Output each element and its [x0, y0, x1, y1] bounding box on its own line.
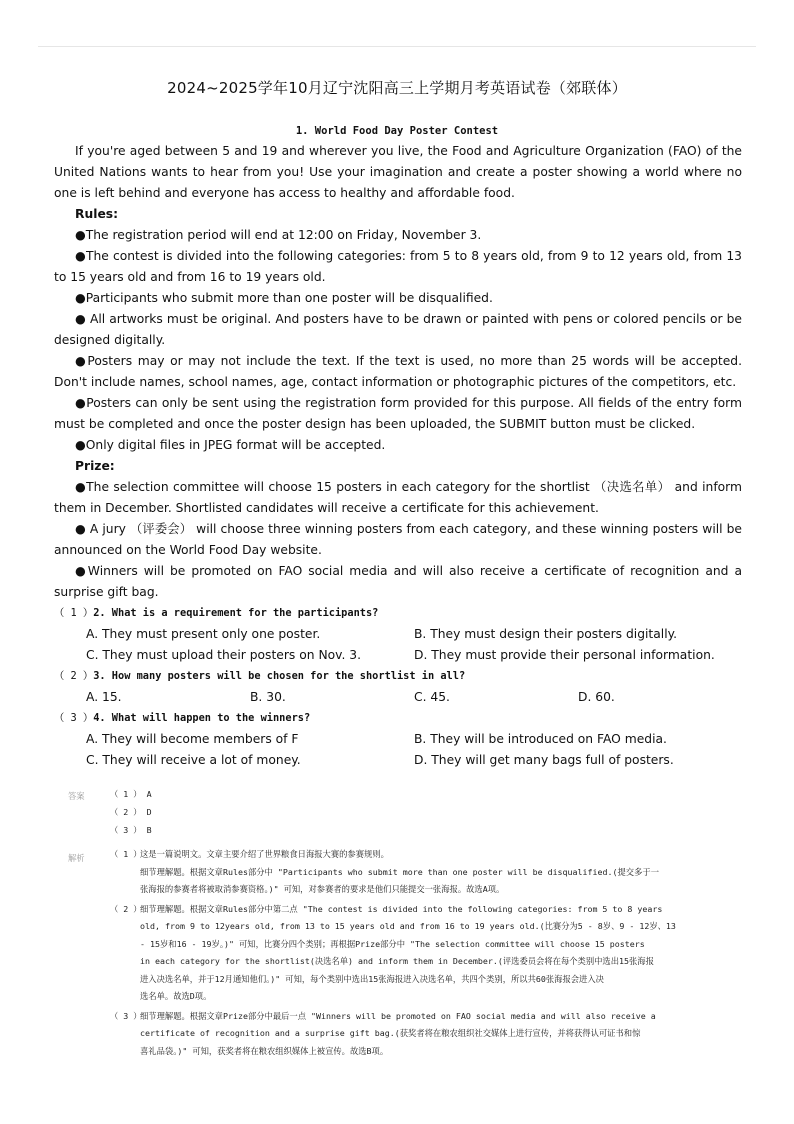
answer-line: （ 2 ） D	[110, 807, 152, 817]
analysis-item-3	[110, 1008, 736, 1061]
question-3	[54, 708, 754, 771]
analysis-label: 解析	[68, 853, 85, 863]
rule-item: ●Only digital files in JPEG format will be accepted.	[75, 438, 386, 452]
question-stem	[54, 603, 754, 624]
option-c[interactable]: C. 45.	[414, 690, 450, 704]
analysis-line: 细节理解题。根据文章Prize部分中最后一点 "Winners will be promoted on FAO social media and will also receive a	[140, 1010, 656, 1021]
analysis-line: 细节理解题。根据文章Rules部分中第二点 "The contest is divided into the following categories: from 5 to 8 years	[140, 903, 663, 914]
question-2	[54, 666, 754, 708]
rule-item: ● All artworks must be original. And posters have to be drawn or painted with pens or colored pencils or be designed digitally.	[54, 312, 742, 347]
question-text: 4. What will happen to the winners?	[93, 712, 311, 724]
answer-label: 答案	[68, 791, 85, 801]
question-number: （ 1 ）	[54, 607, 94, 619]
analysis-line: 进入决选名单，并于12月通知他们。)" 可知，每个类别中选出15张海报进入决选名单，共四个类别，所以共60张海报会进入决	[140, 973, 604, 984]
analysis-line: 细节理解题。根据文章Rules部分中 "Participants who submit more than one poster will be disqualified.(提交多于一	[140, 866, 659, 877]
analysis-item-2	[110, 901, 736, 1006]
option-a[interactable]: A. They will become members of F	[86, 732, 299, 746]
option-c[interactable]: C. They must upload their posters on Nov. 3.	[86, 648, 362, 662]
answer-line: （ 1 ） A	[110, 789, 152, 799]
question-stem	[54, 708, 754, 729]
prize-item: ●Winners will be promoted on FAO social media and will also receive a certificate of recognition and a surprise gift bag.	[54, 564, 742, 599]
option-b[interactable]: B. They will be introduced on FAO media.	[414, 732, 667, 746]
analysis-line: 这是一篇说明文。文章主要介绍了世界粮食日海报大赛的参赛规则。	[140, 849, 389, 859]
question-number: （ 3 ）	[54, 712, 94, 724]
question-stem	[54, 666, 754, 687]
option-a[interactable]: A. 15.	[86, 690, 122, 704]
passage-title: 1. World Food Day Poster Contest	[295, 125, 499, 137]
rule-item: ●Posters may or may not include the text. If the text is used, no more than 25 words will be accepted. Don't include names, school names, age, contact information or photographic pictures of the competitors, etc.	[54, 354, 742, 389]
analysis-line: 张海报的参赛者将被取消参赛资格。)" 可知，对参赛者的要求是他们只能提交一张海报。故选A项。	[140, 884, 505, 894]
option-d[interactable]: D. They will get many bags full of posters.	[414, 753, 674, 767]
analysis-number: （ 3 ）	[110, 1010, 142, 1021]
header-divider	[38, 46, 756, 47]
question-1	[54, 603, 754, 666]
analysis-line: 选名单。故选D项。	[140, 991, 212, 1001]
rule-item: ●The registration period will end at 12:00 on Friday, November 3.	[75, 228, 482, 242]
analysis-line: - 15岁和16 - 19岁。)" 可知，比赛分四个类别；再根据Prize部分中 "The selection committee will choose 15 posters	[140, 938, 645, 949]
rules-heading: Rules:	[75, 207, 119, 221]
analysis-number: （ 2 ）	[110, 903, 142, 914]
question-number: （ 2 ）	[54, 670, 94, 682]
analysis-item-1	[110, 846, 736, 899]
option-d[interactable]: D. They must provide their personal information.	[414, 648, 715, 662]
analysis-line: in each category for the shortlist(决选名单) and inform them in December.(评选委员会将在每个类别中选出15张海报	[140, 956, 654, 966]
rule-item: ●The contest is divided into the following categories: from 5 to 8 years old, from 9 to 12 years old, from 13 to 15 years old and from 16 to 19 years old.	[54, 249, 742, 284]
prize-heading: Prize:	[75, 459, 115, 473]
answer-line: （ 3 ） B	[110, 825, 152, 835]
option-b[interactable]: B. 30.	[250, 690, 286, 704]
question-text: 2. What is a requirement for the participants?	[93, 607, 379, 619]
option-b[interactable]: B. They must design their posters digitally.	[414, 627, 678, 641]
prize-item: ●The selection committee will choose 15 posters in each category for the shortlist （决选名单） and inform them in December. Shortlisted candidates will receive a certificate for this achievement.	[54, 480, 742, 515]
prize-item: ● A jury （评委会） will choose three winning posters from each category, and these winning posters will be announced on the World Food Day website.	[54, 522, 742, 557]
question-text: 3. How many posters will be chosen for the shortlist in all?	[93, 670, 466, 682]
option-a[interactable]: A. They must present only one poster.	[86, 627, 321, 641]
option-c[interactable]: C. They will receive a lot of money.	[86, 753, 301, 767]
page-title: 2024~2025学年10月辽宁沈阳高三上学期月考英语试卷（郊联体）	[167, 79, 627, 97]
analysis-block	[110, 846, 736, 1060]
option-d[interactable]: D. 60.	[578, 690, 615, 704]
rule-item: ●Participants who submit more than one poster will be disqualified.	[75, 291, 493, 305]
analysis-line: certificate of recognition and a surprise gift bag.(获奖者将在粮农组织社交媒体上进行宣传，并将获得认可证书和惊	[140, 1028, 641, 1038]
rule-item: ●Posters can only be sent using the registration form provided for this purpose. All fields of the entry form must be completed and once the poster design has been uploaded, the SUBMIT button must be clicked.	[54, 396, 742, 431]
analysis-line: old, from 9 to 12years old, from 13 to 15 years old and from 16 to 19 years old.(比赛分为5 - 8岁、9 - 12岁、13	[140, 921, 676, 931]
answer-block	[110, 785, 152, 839]
analysis-line: 喜礼品袋。)" 可知，获奖者将在粮农组织媒体上被宣传。故选B项。	[140, 1045, 389, 1056]
passage-intro: If you're aged between 5 and 19 and wherever you live, the Food and Agriculture Organization (FAO) of the United Nations wants to hear from you! Use your imagination and create a poster showing a world where no one is left behind and everyone has access to healthy and affordable food.	[54, 144, 742, 200]
analysis-number: （ 1 ）	[110, 849, 142, 859]
passage-body	[54, 141, 742, 603]
